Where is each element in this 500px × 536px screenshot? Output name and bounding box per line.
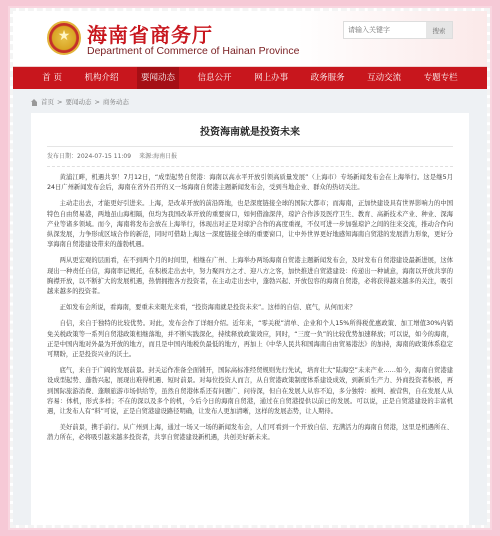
nav-item-news[interactable]: 要闻动态 (137, 67, 179, 89)
nav-item-topics[interactable]: 专题专栏 (423, 73, 458, 83)
article-meta (47, 151, 453, 167)
breadcrumb-news[interactable]: 要闻动态 (65, 98, 92, 106)
article-source: 来源:海南日报 (139, 153, 178, 160)
breadcrumb-commerce-news[interactable]: 商务动态 (102, 98, 129, 106)
breadcrumb (31, 95, 469, 109)
article-title: 投资海南就是投资未来 (47, 123, 453, 147)
article-paragraph: 两从更宏观的层面看，在不到两个月的时间里，相继在广州、上海举办两场海南自贸港主题新闻发布会，及时发布自贸港建设最新进展，这体现出一种责任自信，海南率记规托，在积极走出去中，努力聚四方之才、迎八方之客，加快推进自贸港建设：传递出一种诚意，海南以开放共享的胸襟开放，以不断扩大的发展机遇，热情拥抱各方投资者，在主动走出去中，蓬勃兴起、开放包容的海南自贸港，必将获得越来越多的关注，吸引越来越多的投资者。 (47, 257, 453, 296)
search-box (343, 21, 453, 39)
nav-item-public-info[interactable]: 信息公开 (197, 73, 232, 83)
search-button[interactable]: 搜索 (426, 22, 452, 38)
nav-item-home[interactable]: 首 页 (42, 73, 62, 83)
article (31, 113, 469, 525)
breadcrumb-home[interactable]: 首页 (41, 98, 54, 106)
article-paragraph: 主动走出去，才能更好引进来。上海，是改革开放的前沿阵地，也是深度链接全球的国际大都市；而海南，正加快建设具有世界影响力的中国特色自由贸易港，两地虽山海相隔，但均为我国改革开放的重要窗口，如何借渝深萍，琼沪合作涉及医疗卫生、教育、高新技术产业、种业、深海产业等诸多领域。而今，海南将发布会放在上海举行，体现出对正是对琼沪合作的高度重视，不仅可进一步加强琼沪之间的往来交流，推动合作向纵深发展，力争形成区域合作的新范，同时可借助上海这一深度链接全球的重要窗口，让中外世界更好地感知海南自贸港的发展潜力形象，更好分享海南自贸港建设带来的蓬勃机遇。 (47, 200, 453, 249)
content-area (13, 89, 487, 528)
nav-item-online-services[interactable]: 网上办事 (254, 73, 289, 83)
breadcrumb-separator: > (94, 98, 100, 106)
page-frame (10, 8, 490, 528)
nav-item-about[interactable]: 机构介绍 (84, 73, 119, 83)
site-subtitle: Department of Commerce of Hainan Province (87, 45, 300, 57)
nav-item-interaction[interactable]: 互动交流 (367, 73, 402, 83)
article-paragraph: 美好前景，携手前行。从广州到上海，通过一场又一场的新闻发布会，人们可看到一个开放自信、充满活力的海南自贸港，这里是机遇所在、潜力所在，必将吸引越来越多投资者，共享自贸港建设新机遇，共创美好新未来。 (47, 424, 453, 442)
article-paragraph: 黄浦江畔，机遇共享！7月12日，“成型起势自贸港：海南以高水平开放引领高质量发展”（上海市）专场新闻发布会在上海举行。这是继5月24日广州新闻发布会后，海南在省外召开的又一场海南自贸港主题新闻发布会，受到当地企业、群众的热切关注。 (47, 174, 453, 192)
main-nav (13, 67, 487, 89)
search-input[interactable] (344, 22, 426, 38)
nav-item-gov-services[interactable]: 政务服务 (310, 73, 345, 83)
site-title: 海南省商务厅 (87, 23, 213, 47)
article-paragraph: 正如发布会所说，看海南，要重未来眼光来看，“投资海南就是投资未来”。这样的自信、底气，从何而来？ (59, 304, 356, 312)
article-paragraph: 底气，来自于广阔的发展前景。封关运作准备全面铺开，国际高标准经贸规则先行先试，培育壮大“陆海空”未来产业……如今，海南自贸港建设成型起势、蓬勃兴起，展现出难得机遇、短时前景。对每位投资人而言，从自贸港政策制度体系建设成效，到新质生产力、外商投资者积极，再到国际旅游消费、蓬顺旅游市场供给等，虽然自贸港体系还有问题广、问待深，但自在发展人从容不迫，多分独特：被判、被营售，自在发展人从容易：体机，形式多样；不在的深以及多个的机，今后今日的海南自贸港，通过在自贸港提供以前已的发展。可以说，正是自贸港建设的丰富机遇，让发布人有“料”可说，正是自贸港建设路径明确，让发布人更加清晰，这样的发展态势，让人期待。 (47, 367, 453, 416)
breadcrumb-separator: > (57, 98, 63, 106)
national-emblem-icon (47, 21, 81, 55)
article-paragraph: 自信，来自于独特的比较优势。对此，发布会作了详细介绍。近年来，“零关税”清单、企业和个人15%所得税优惠政策、加工增值30%内销免关税政策等一系列自贸港政策相继落地，并不断实践深化，持续释放政策效应，同时，“三度一负”的比较优势加速释放；可以说，如今的海南，正是中国内地对外最为开放的地方，而且是中国内地税负最低的地方，再加上《中华人民共和国海南自由贸易港法》的加持，海南的政策体系稳定可期盼，正是投资兴业的沃土。 (47, 320, 453, 359)
home-icon (31, 99, 38, 106)
site-header (13, 11, 487, 67)
publish-date: 发布日期：2024-07-15 11:09 (47, 153, 132, 160)
